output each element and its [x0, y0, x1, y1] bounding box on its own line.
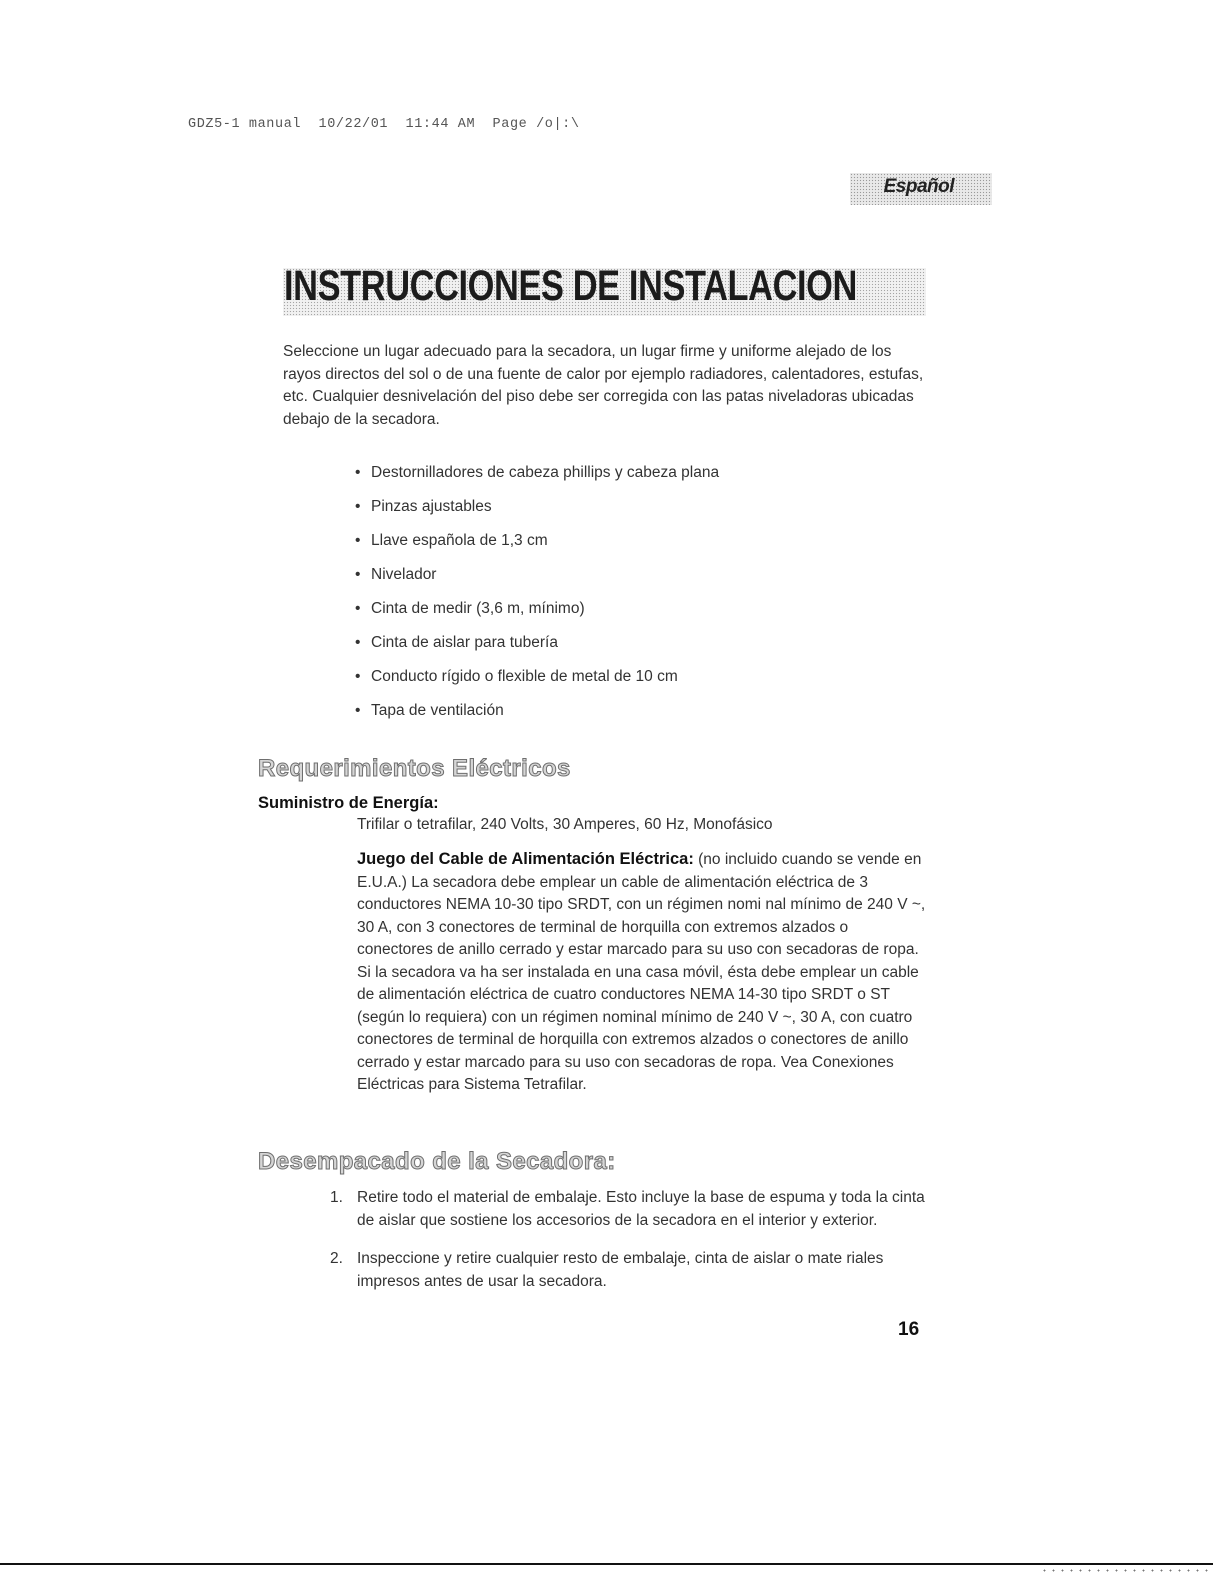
language-tab [850, 173, 992, 205]
list-item: 2. Inspeccione y retire cualquier resto de embalaje, cinta de aislar o mate riales impresos antes de usar la secadora. [330, 1250, 884, 1290]
unpacking-steps [330, 1187, 930, 1309]
cable-label: Juego del Cable de Alimentación Eléctrica: [357, 850, 694, 868]
list-item: 1. Retire todo el material de embalaje. Esto incluye la base de espuma y toda la cinta de aislar que sostiene los accesorios de la secadora en el interior y exterior. [330, 1189, 925, 1229]
list-item: • Pinzas ajustables [355, 498, 492, 515]
page-number: 16 [898, 1319, 920, 1340]
intro-paragraph: Seleccione un lugar adecuado para la secadora, un lugar firme y uniforme alejado de los rayos directos del sol o de una fuente de calor por ejemplo radiadores, calentadores, estufas, etc. Cualquier desnivelación del piso debe ser corregida con las patas niveladoras ubicadas debajo de la secadora. [283, 343, 924, 428]
scan-artifact [1040, 1566, 1213, 1575]
electrical-heading: Requerimientos Eléctricos [258, 755, 571, 782]
cable-text: (no incluido cuando se vende en E.U.A.) La secadora debe emplear un cable de alimentación eléctrica de 3 conductores NEMA 10-30 tipo SRDT, con un régimen nomi nal mínimo de 240 V ~, 30 A, con 3 conectores de terminal de horquilla con extremos alzados o conectores de anillo cerrado y estar marcado para su uso con secadoras de ropa. Si la secadora va ha ser instalada en una casa móvil, ésta debe emplear un cable de alimentación eléctrica de cuatro conductores NEMA 14-30 tipo SRDT o ST (según lo requiera) con un régimen nominal mínimo de 240 V ~, 30 A, con cuatro conectores de terminal de horquilla con extremos alzados o conectores de anillo cerrado y estar marcado para su uso con secadoras de ropa. Vea Conexiones Eléctricas para Sistema Tetrafilar. [357, 851, 926, 1093]
list-item: • Cinta de medir (3,6 m, mínimo) [355, 600, 585, 617]
supply-text: Trifilar o tetrafilar, 240 Volts, 30 Amperes, 60 Hz, Monofásico [357, 816, 773, 833]
page-title: INSTRUCCIONES DE INSTALACION [284, 262, 857, 310]
bottom-rule [0, 1563, 1213, 1565]
supply-heading: Suministro de Energía: [258, 794, 439, 812]
list-item: • Tapa de ventilación [355, 702, 504, 719]
tools-list [355, 462, 719, 734]
list-item: • Cinta de aislar para tubería [355, 634, 558, 651]
list-item: • Nivelador [355, 566, 437, 583]
list-item: • Llave española de 1,3 cm [355, 532, 548, 549]
list-item: • Conducto rígido o flexible de metal de 10 cm [355, 668, 678, 685]
unpacking-heading: Desempacado de la Secadora: [258, 1148, 616, 1175]
list-item: • Destornilladores de cabeza phillips y cabeza plana [355, 464, 720, 481]
cable-paragraph [357, 848, 927, 1097]
language-label: Español [883, 176, 954, 197]
print-slug: GDZ5-1 manual 10/22/01 11:44 AM Page /o|:\ [188, 117, 580, 132]
